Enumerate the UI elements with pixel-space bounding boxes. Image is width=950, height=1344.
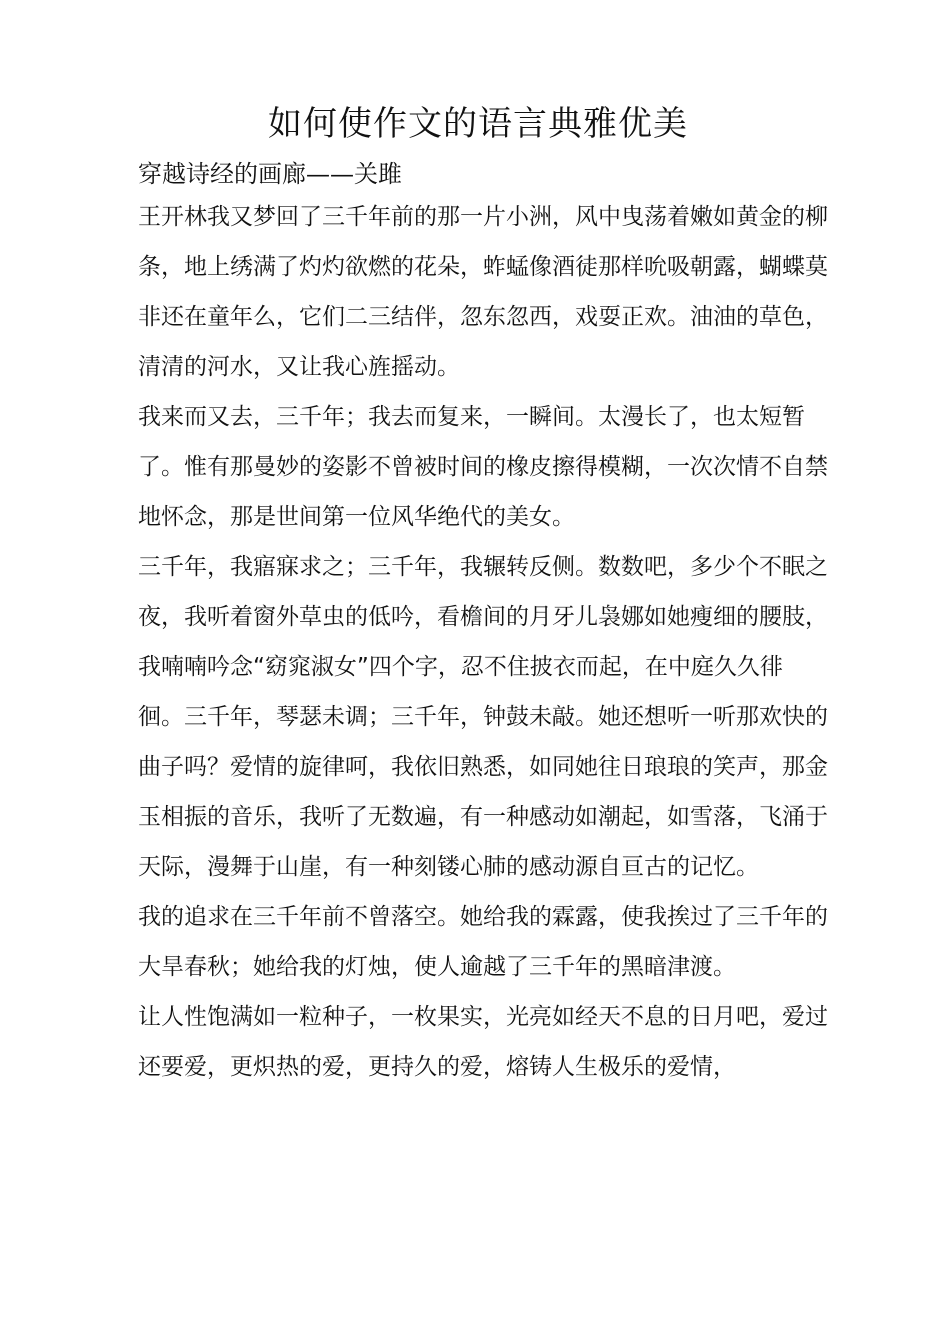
paragraph-4: 我的追求在三千年前不曾落空。她给我的霖露，使我挨过了三千年的大旱春秋；她给我的灯烛，使人逾越了三千年的黑暗津渡。: [138, 904, 828, 980]
paragraph-1: [138, 192, 828, 392]
author-name: 王开林: [138, 204, 207, 230]
paragraph-5: 让人性饱满如一粒种子，一枚果实，光亮如经天不息的日月吧，爱过还要爱，更炽热的爱，更持久的爱，熔铸人生极乐的爱情，: [138, 1004, 828, 1080]
document-body: [138, 192, 828, 1092]
paragraph-text: 我又梦回了三千年前的那一片小洲，风中曳荡着嫩如黄金的柳条，地上绣满了灼灼欲燃的花朵，蚱蜢像酒徒那样吮吸朝露，蝴蝶莫非还在童年么，它们二三结伴，忽东忽西，戏耍正欢。油油的草色，清清的河水，又让我心旌摇动。: [138, 204, 828, 380]
document-subtitle: 穿越诗经的画廊——关雎: [138, 160, 402, 188]
document-title: 如何使作文的语言典雅优美: [268, 104, 688, 144]
paragraph-3: 三千年，我寤寐求之；三千年，我辗转反侧。数数吧，多少个不眠之夜，我听着窗外草虫的低吟，看檐间的月牙儿袅娜如她瘦细的腰肢，我喃喃吟念“窈窕淑女”四个字，忍不住披衣而起，在中庭久久徘徊。三千年，琴瑟未调；三千年，钟鼓未敲。她还想听一听那欢快的曲子吗？爱情的旋律呵，我依旧熟悉，如同她往日琅琅的笑声，那金玉相振的音乐，我听了无数遍，有一种感动如潮起，如雪落，飞涌于天际，漫舞于山崖，有一种刻镂心肺的感动源自亘古的记忆。: [138, 554, 828, 880]
document-page: [138, 98, 838, 1092]
paragraph-2: 我来而又去，三千年；我去而复来，一瞬间。太漫长了，也太短暂了。惟有那曼妙的姿影不曾被时间的橡皮擦得模糊，一次次情不自禁地怀念，那是世间第一位风华绝代的美女。: [138, 404, 828, 530]
